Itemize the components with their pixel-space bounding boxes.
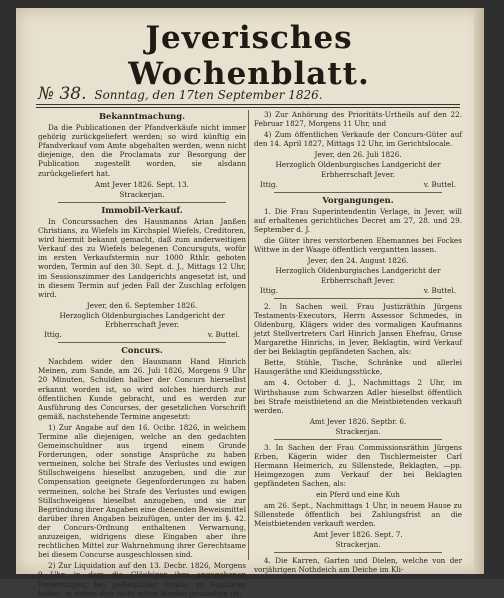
signature-names: [44, 330, 240, 339]
paragraph: Bette, Stühle, Tische, Schränke und allerlei Hausgeräthe und Kleidungsstücke,: [254, 358, 462, 377]
paragraph: die Güter ihres verstorbenen Ehemannes bei Fockes Wittwe in der Waage öffentlich vergantten lassen.: [254, 236, 462, 255]
signature-name: Strackerjan.: [119, 189, 165, 199]
paragraph: am 4. October d. J., Nachmittags 2 Uhr, im Wirthshause zum Schwarzen Adler hieselbst öffentlich bei Strafe meistbietend an die Meistbietenden verkauft werden.: [254, 378, 462, 415]
paragraph: 4) Zum öffentlichen Verkaufe der Concurs-Güter auf den 14. April 1827, Mittags 12 Uhr, im Gerichtslocale.: [254, 130, 462, 149]
masthead-title: Jeverisches Wochenblatt.: [128, 20, 370, 92]
paragraph: 3) Zur Anhörung des Prioritäts-Urtheils auf den 22. Februar 1827, Morgens 11 Uhr, und: [254, 110, 462, 129]
issue-date: Sonntag, den 17ten September 1826.: [94, 88, 323, 102]
signature-name: v. Buttel.: [423, 179, 456, 189]
signature-name: Ittig.: [260, 285, 278, 295]
page-edge: [474, 8, 484, 574]
signature-name: Strackerjan.: [335, 539, 381, 549]
column-divider: [248, 110, 249, 560]
signature-date: Amt Jever 1826. Sept. 13.: [95, 179, 189, 189]
signature-date: Jever, den 6. September 1826.: [86, 300, 198, 310]
paragraph: ein Pferd und eine Kuh: [316, 490, 400, 500]
paragraph: 1) Zur Angabe auf den 16. Octbr. 1826, in welchem Termine alle diejenigen, welche an den gedachten Gemeinschuldner aus irgend einem Grunde Forderungen, oder sonstige Ansprüche zu haben vermeinen, solche bei Strafe des Verlustes und ewigen Stillschweigens hieselbst anzugeben, und die zur Compensation geeignete Gegenforderungen zu haben vermeinen, solche bei Strafe des Verlustes und ewigen Stillschweigens hieselbst anzugeben, und sie zur Begründung ihrer Angaben eine dienenden Beweismittel darüber ihren Angaben beizufügen, unter der im §. 42. der Concurs-Ordnung enthaltenen Verwarnung, anzuzeigen, widrigens diese Eingaben aber ihre rechtlichen Mittel zur Wahrnehmung ihrer Gerechtsame bei diesem Concurse ausgeschlossen sind.: [38, 422, 246, 560]
signature-authority: Herzoglich Oldenburgisches Landgericht der Erbherrschaft Jever.: [59, 310, 225, 329]
left-column: [38, 110, 246, 598]
paragraph: 1. Die Frau Superintendentin Verlage, in Jever, will auf erhaltenes gerichtliches Decret am 27, 28. und 29. September d. J.: [254, 206, 462, 235]
paragraph: am 26. Sept., Nachmittags 1 Uhr, in neuem Hause zu Sillenstede öffentlich bei Zahlungsfrist an die Meistbietenden verkauft werden.: [254, 500, 462, 528]
section-separator: [274, 192, 442, 193]
section-separator: [58, 202, 226, 203]
newspaper-page: [16, 8, 484, 598]
issue-number: № 38.: [38, 84, 87, 104]
paragraph: In Concurssachen des Hausmanns Arian Janßen Christians, zu Wiefels im Kirchspiel Wiefels, Creditoren, wird hiermit bekannt gemacht, daß zum anderweitigen Verkauf des zu Wiefels belegenen Concursguts, wofür im ersten Verkaufstermin nur 1000 Rthlr. geboten worden, Termin auf den 30. Sept. d. J., Mittags 12 Uhr, im Sessionszimmer des Landgerichts angesetzt ist, und in diesem Termin auf jeden Fall der Zuschlag erfolgen wird.: [38, 216, 246, 299]
signature-date: Jever, den 26. Juli 1826.: [314, 150, 402, 160]
paragraph: 3. In Sachen der Frau Commissionsräthin Jürgens Erben, Kägerin wider den Tischlermeister Carl Hermann Heimerich, zu Sillenstede, Beklagten, —pp. Heimgezogen zum Verkauf der bei Beklagten gepfändeten Sachen, als:: [254, 443, 462, 489]
right-column: [254, 110, 462, 575]
section-separator: [274, 298, 442, 299]
signature-date: Jever, den 24. August 1826.: [307, 256, 409, 266]
signature-name: v. Buttel.: [423, 285, 456, 295]
signature-authority: Herzoglich Oldenburgisches Landgericht der Erbherrschaft Jever.: [275, 266, 441, 285]
header-rule: [36, 104, 460, 108]
signature-date: Amt Jever 1826. Sept. 7.: [313, 529, 403, 539]
signature-name: Ittig.: [44, 330, 62, 340]
signature-name: Strackerjan.: [335, 426, 381, 436]
paragraph: 2) Zur Liquidation auf den 13. Decbr. 1826, Morgens 9 Uhr, in dem die Gläubiger ihre angegebenen Forderungen, bei gefänglicher Strafe, zu liquidiren haben, in sofern dies nicht schon hierbei geschehen ist;: [38, 561, 246, 598]
paragraph: Da die Publicationen der Pfandverkäufe nicht immer gehörig zurückgeliefert werden; so wird künftig ein Pfandverkauf vom Amte abgehalten werden, wenn nicht diejenige, den die Proclamata zur Besorgung der Publication zugestellt worden, sie alsdann zurückgeliefert hat.: [38, 123, 246, 178]
section-heading: Concurs.: [121, 345, 163, 356]
section-separator: [274, 552, 442, 553]
section-heading: Vorgangungen.: [322, 194, 394, 205]
signature-name: v. Buttel.: [207, 330, 240, 340]
signature-names: [260, 286, 456, 295]
signature-name: Ittig.: [260, 179, 278, 189]
paragraph: 4. Die Karren, Garten und Dielen, welche von der vorjährigen Nothdeich am Deiche im Kli-: [254, 556, 462, 575]
paragraph: Nachdem wider den Hausmann Hand Hinrich Meinen, zum Sande, am 26. Juli 1826, Morgens 9 Uhr 20 Minuten, Schulden halber der Concurs hierselbst erkannt worden ist, so wird solches hierdurch zur öffentlichen Kunde gebracht, und es werden zur Ausführung des Concurses, der gesetzlichen Vorschrift gemäß, nachstehende Termine angesetzt:: [38, 357, 246, 421]
section-heading: Immobil-Verkauf.: [101, 204, 183, 215]
paragraph: 2. In Sachen weil. Frau Justizräthin Jürgens Testaments-Executors, Herrn Assessor Schmedes, in Oldenburg, Klägers wider des vormaligen Kaufmanns jetzt Stellvertreters Carl Hinrich Jansen Ehefrau, Gruse Margarethe Hinrichs, in Jever, Beklagtin, wird Verkauf der bei Beklagtin gepfändeten Sachen, als:: [254, 301, 462, 357]
section-heading: Bekanntmachung.: [98, 111, 186, 121]
signature-authority: Herzoglich Oldenburgisches Landgericht der Erbherrschaft Jever.: [275, 160, 441, 179]
section-separator: [58, 342, 226, 343]
section-separator: [274, 439, 442, 440]
dateline: [38, 84, 458, 104]
signature-date: Amt Jever 1826. Septbr. 6.: [309, 416, 407, 426]
signature-names: [260, 180, 456, 189]
